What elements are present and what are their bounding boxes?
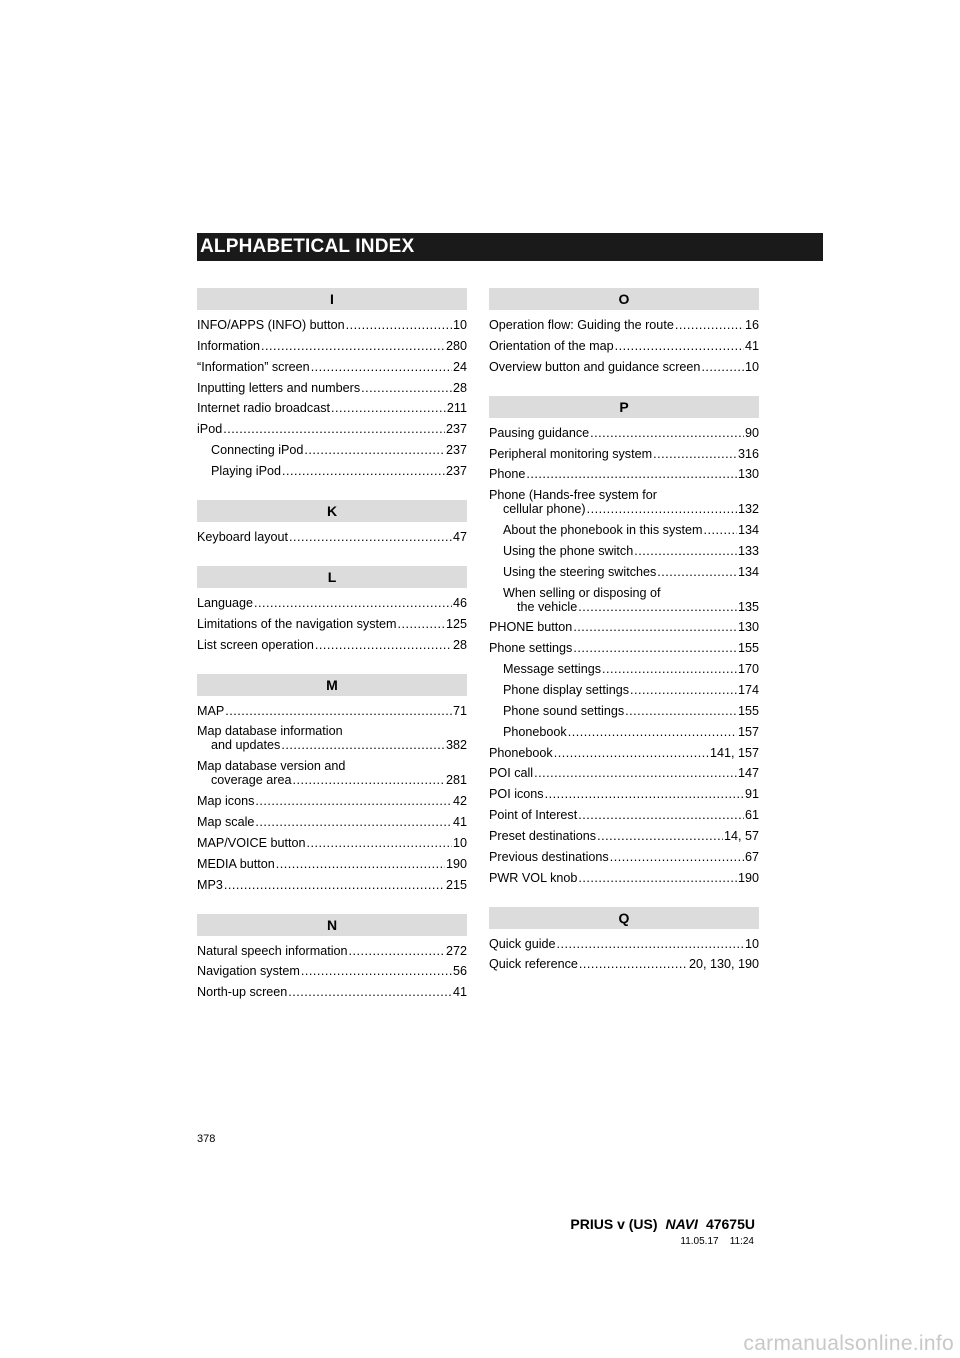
leader-dots bbox=[630, 683, 737, 697]
entry-term: About the phonebook in this system bbox=[503, 523, 703, 538]
entry-term: Phone display settings bbox=[503, 682, 630, 697]
entry-term: North-up screen bbox=[197, 985, 288, 1000]
index-section bbox=[197, 674, 467, 892]
watermark: carmanualsonline.info bbox=[743, 1332, 954, 1355]
section-letter: K bbox=[197, 500, 467, 522]
entry-term: Playing iPod bbox=[211, 463, 282, 478]
entry-term: POI icons bbox=[489, 787, 544, 802]
leader-dots bbox=[578, 808, 744, 822]
leader-dots bbox=[289, 530, 452, 544]
entry-page-ref: 10 bbox=[452, 318, 467, 332]
leader-dots bbox=[311, 360, 452, 374]
entry-page-ref: 134 bbox=[737, 523, 759, 538]
entry-term: MAP/VOICE button bbox=[197, 835, 306, 850]
index-entry bbox=[197, 944, 467, 958]
leader-dots bbox=[276, 857, 445, 871]
leader-dots bbox=[315, 638, 452, 652]
entry-page-ref: 91 bbox=[744, 787, 759, 802]
page-title: ALPHABETICAL INDEX bbox=[200, 236, 415, 257]
index-section bbox=[197, 288, 467, 478]
leader-dots bbox=[361, 381, 452, 395]
index-section bbox=[489, 907, 759, 972]
section-header-bar bbox=[197, 233, 823, 261]
leader-dots bbox=[288, 985, 452, 999]
leader-dots bbox=[578, 600, 737, 614]
index-entry bbox=[489, 808, 759, 822]
entry-term: Pausing guidance bbox=[489, 425, 590, 440]
leader-dots bbox=[610, 850, 744, 864]
entry-page-ref: 237 bbox=[445, 443, 467, 458]
entry-term: Information bbox=[197, 338, 260, 353]
entry-page-ref: 170 bbox=[737, 662, 759, 677]
index-entry bbox=[197, 985, 467, 999]
entry-page-ref: 28 bbox=[452, 380, 467, 395]
index-entry bbox=[489, 488, 759, 516]
index-entry bbox=[197, 794, 467, 808]
leader-dots bbox=[602, 662, 737, 676]
entry-page-ref: 281 bbox=[445, 773, 467, 788]
entry-term: Language bbox=[197, 595, 254, 610]
entry-page-ref: 14, 57 bbox=[723, 828, 759, 843]
entry-term: Using the steering switches bbox=[503, 564, 657, 579]
entry-page-ref: 237 bbox=[445, 463, 467, 478]
entry-term: PWR VOL knob bbox=[489, 870, 578, 885]
entry-term: MP3 bbox=[197, 877, 223, 892]
entry-term: Phonebook bbox=[503, 724, 567, 739]
index-entry bbox=[489, 467, 759, 481]
entry-term: Quick guide bbox=[489, 936, 556, 951]
entry-term: Orientation of the map bbox=[489, 338, 614, 353]
index-subentry bbox=[489, 725, 759, 739]
footer-time: 11:24 bbox=[729, 1236, 754, 1247]
index-entry bbox=[197, 815, 467, 829]
entry-term: “Information” screen bbox=[197, 359, 310, 374]
entry-page-ref: 125 bbox=[445, 616, 467, 631]
index-entry bbox=[489, 766, 759, 780]
leader-dots bbox=[255, 794, 452, 808]
entry-page-ref: 56 bbox=[452, 964, 467, 979]
index-entry bbox=[489, 829, 759, 843]
entry-term: Natural speech information bbox=[197, 943, 348, 958]
entry-term: List screen operation bbox=[197, 637, 314, 652]
entry-page-ref: 155 bbox=[737, 641, 759, 656]
entry-term: Keyboard layout bbox=[197, 529, 289, 544]
leader-dots bbox=[590, 426, 744, 440]
section-letter: Q bbox=[489, 907, 759, 929]
index-subentry bbox=[489, 662, 759, 676]
index-entry bbox=[489, 447, 759, 461]
leader-dots bbox=[224, 878, 445, 892]
entry-term: Peripheral monitoring system bbox=[489, 446, 653, 461]
entry-page-ref: 28 bbox=[452, 637, 467, 652]
leader-dots bbox=[657, 565, 737, 579]
leader-dots bbox=[704, 523, 737, 537]
leader-dots bbox=[293, 773, 445, 787]
leader-dots bbox=[615, 339, 744, 353]
entry-page-ref: 10 bbox=[744, 359, 759, 374]
index-entry bbox=[489, 641, 759, 655]
section-letter: O bbox=[489, 288, 759, 310]
entry-page-ref: 41 bbox=[452, 985, 467, 1000]
footer-code: 47675U bbox=[705, 1216, 755, 1232]
leader-dots bbox=[573, 620, 737, 634]
entry-page-ref: 134 bbox=[737, 564, 759, 579]
section-letter: I bbox=[197, 288, 467, 310]
entry-page-ref: 71 bbox=[452, 703, 467, 718]
index-entry bbox=[197, 339, 467, 353]
entry-page-ref: 215 bbox=[445, 877, 467, 892]
index-entry bbox=[489, 318, 759, 332]
index-entry bbox=[489, 426, 759, 440]
entry-term: coverage area bbox=[211, 773, 292, 788]
entry-page-ref: 130 bbox=[737, 467, 759, 482]
entry-term: MAP bbox=[197, 703, 225, 718]
leader-dots bbox=[554, 746, 709, 760]
index-subentry bbox=[489, 683, 759, 697]
entry-term: Phone sound settings bbox=[503, 703, 625, 718]
entry-term: Inputting letters and numbers bbox=[197, 380, 361, 395]
entry-page-ref: 155 bbox=[737, 703, 759, 718]
index-entry bbox=[197, 759, 467, 787]
entry-term: Phone settings bbox=[489, 641, 573, 656]
index-entry bbox=[197, 318, 467, 332]
index-entry bbox=[489, 937, 759, 951]
index-subentry bbox=[197, 443, 467, 457]
entry-term: Map scale bbox=[197, 814, 255, 829]
index-entry bbox=[197, 724, 467, 752]
index-entry bbox=[197, 878, 467, 892]
entry-page-ref: 41 bbox=[744, 338, 759, 353]
entry-term: Map database information bbox=[197, 724, 343, 739]
entry-term: Phone bbox=[489, 467, 526, 482]
leader-dots bbox=[282, 464, 445, 478]
index-subentry bbox=[489, 704, 759, 718]
entry-page-ref: 61 bbox=[744, 808, 759, 823]
leader-dots bbox=[568, 725, 737, 739]
index-entry bbox=[197, 530, 467, 544]
index-subentry bbox=[489, 586, 759, 614]
index-entry bbox=[197, 964, 467, 978]
entry-term: MEDIA button bbox=[197, 856, 275, 871]
entry-page-ref: 382 bbox=[445, 738, 467, 753]
entry-term: When selling or disposing of bbox=[503, 585, 661, 600]
footer-date: 11.05.17 bbox=[680, 1236, 719, 1247]
leader-dots bbox=[675, 318, 744, 332]
index-section bbox=[197, 914, 467, 1000]
entry-term: Overview button and guidance screen bbox=[489, 359, 701, 374]
entry-page-ref: 147 bbox=[737, 766, 759, 781]
leader-dots bbox=[307, 836, 452, 850]
entry-page-ref: 211 bbox=[446, 401, 467, 416]
entry-page-ref: 10 bbox=[452, 835, 467, 850]
entry-term: Internet radio broadcast bbox=[197, 401, 331, 416]
entry-page-ref: 10 bbox=[744, 936, 759, 951]
leader-dots bbox=[261, 339, 445, 353]
entry-page-ref: 16 bbox=[744, 318, 759, 332]
index-subentry bbox=[489, 544, 759, 558]
entry-page-ref: 272 bbox=[445, 943, 467, 958]
leader-dots bbox=[223, 422, 445, 436]
leader-dots bbox=[578, 871, 737, 885]
index-entry bbox=[197, 704, 467, 718]
section-letter: M bbox=[197, 674, 467, 696]
entry-term: Connecting iPod bbox=[211, 443, 304, 458]
index-entry bbox=[489, 957, 759, 971]
entry-term: Map database version and bbox=[197, 759, 346, 774]
leader-dots bbox=[587, 502, 737, 516]
entry-page-ref: 132 bbox=[737, 502, 759, 517]
index-section bbox=[489, 396, 759, 885]
entry-term: Preset destinations bbox=[489, 828, 597, 843]
index-entry bbox=[197, 857, 467, 871]
leader-dots bbox=[301, 964, 452, 978]
entry-term: and updates bbox=[211, 738, 281, 753]
entry-term: Previous destinations bbox=[489, 849, 609, 864]
index-section bbox=[197, 500, 467, 544]
entry-page-ref: 133 bbox=[737, 543, 759, 558]
index-entry bbox=[197, 381, 467, 395]
entry-term: cellular phone) bbox=[503, 502, 586, 517]
entry-page-ref: 174 bbox=[737, 682, 759, 697]
entry-page-ref: 190 bbox=[737, 870, 759, 885]
index-entry bbox=[489, 746, 759, 760]
index-entry bbox=[197, 401, 467, 415]
leader-dots bbox=[545, 787, 744, 801]
index-subentry bbox=[489, 523, 759, 537]
leader-dots bbox=[557, 937, 744, 951]
leader-dots bbox=[331, 401, 446, 415]
index-entry bbox=[197, 596, 467, 610]
index-section bbox=[489, 288, 759, 374]
page-number: 378 bbox=[197, 1133, 216, 1145]
index-entry bbox=[489, 871, 759, 885]
entry-term: the vehicle bbox=[517, 599, 578, 614]
leader-dots bbox=[346, 318, 452, 332]
index-entry bbox=[197, 638, 467, 652]
entry-page-ref: 190 bbox=[445, 856, 467, 871]
entry-page-ref: 90 bbox=[744, 425, 759, 440]
index-entry bbox=[489, 339, 759, 353]
entry-term: Map icons bbox=[197, 794, 255, 809]
leader-dots bbox=[653, 447, 737, 461]
leader-dots bbox=[304, 443, 445, 457]
leader-dots bbox=[701, 360, 744, 374]
leader-dots bbox=[254, 596, 452, 610]
leader-dots bbox=[398, 617, 445, 631]
entry-page-ref: 141, 157 bbox=[709, 745, 759, 760]
entry-page-ref: 42 bbox=[452, 794, 467, 809]
index-entry bbox=[489, 360, 759, 374]
entry-page-ref: 24 bbox=[452, 359, 467, 374]
index-entry bbox=[197, 360, 467, 374]
leader-dots bbox=[349, 944, 445, 958]
entry-page-ref: 20, 130, 190 bbox=[688, 957, 759, 972]
entry-term: Point of Interest bbox=[489, 808, 578, 823]
entry-term: iPod bbox=[197, 422, 223, 437]
index-column-right bbox=[489, 288, 759, 993]
index-entry bbox=[489, 787, 759, 801]
entry-page-ref: 47 bbox=[452, 529, 467, 544]
entry-term: Using the phone switch bbox=[503, 543, 634, 558]
index-subentry bbox=[489, 565, 759, 579]
entry-page-ref: 67 bbox=[744, 849, 759, 864]
leader-dots bbox=[597, 829, 723, 843]
entry-page-ref: 157 bbox=[737, 724, 759, 739]
leader-dots bbox=[573, 641, 737, 655]
entry-term: Navigation system bbox=[197, 964, 300, 979]
entry-term: PHONE button bbox=[489, 620, 573, 635]
index-entry bbox=[197, 422, 467, 436]
section-letter: L bbox=[197, 566, 467, 588]
entry-page-ref: 237 bbox=[445, 422, 467, 437]
section-letter: P bbox=[489, 396, 759, 418]
index-column-left bbox=[197, 288, 467, 1021]
entry-page-ref: 316 bbox=[737, 446, 759, 461]
entry-page-ref: 130 bbox=[737, 620, 759, 635]
index-section bbox=[197, 566, 467, 652]
entry-term: Quick reference bbox=[489, 957, 578, 972]
leader-dots bbox=[634, 544, 737, 558]
section-letter: N bbox=[197, 914, 467, 936]
index-entry bbox=[197, 836, 467, 850]
footer-model bbox=[570, 1216, 755, 1232]
index-subentry bbox=[197, 464, 467, 478]
entry-term: Phone (Hands-free system for bbox=[489, 488, 657, 503]
footer-timestamp bbox=[680, 1236, 754, 1247]
entry-term: INFO/APPS (INFO) button bbox=[197, 318, 345, 332]
index-entry bbox=[197, 617, 467, 631]
entry-page-ref: 135 bbox=[737, 599, 759, 614]
leader-dots bbox=[534, 766, 737, 780]
entry-term: Phonebook bbox=[489, 745, 553, 760]
entry-term: POI call bbox=[489, 766, 534, 781]
entry-term: Message settings bbox=[503, 662, 602, 677]
footer-navi: NAVI bbox=[665, 1216, 698, 1232]
index-entry bbox=[489, 850, 759, 864]
leader-dots bbox=[225, 704, 452, 718]
index-entry bbox=[489, 620, 759, 634]
leader-dots bbox=[281, 738, 445, 752]
leader-dots bbox=[625, 704, 737, 718]
footer-model-name: PRIUS v (US) bbox=[570, 1216, 658, 1232]
entry-page-ref: 46 bbox=[452, 595, 467, 610]
entry-page-ref: 280 bbox=[445, 338, 467, 353]
leader-dots bbox=[579, 957, 688, 971]
entry-page-ref: 41 bbox=[452, 814, 467, 829]
entry-term: Operation flow: Guiding the route bbox=[489, 318, 674, 332]
leader-dots bbox=[255, 815, 452, 829]
leader-dots bbox=[526, 467, 737, 481]
entry-term: Limitations of the navigation system bbox=[197, 616, 397, 631]
